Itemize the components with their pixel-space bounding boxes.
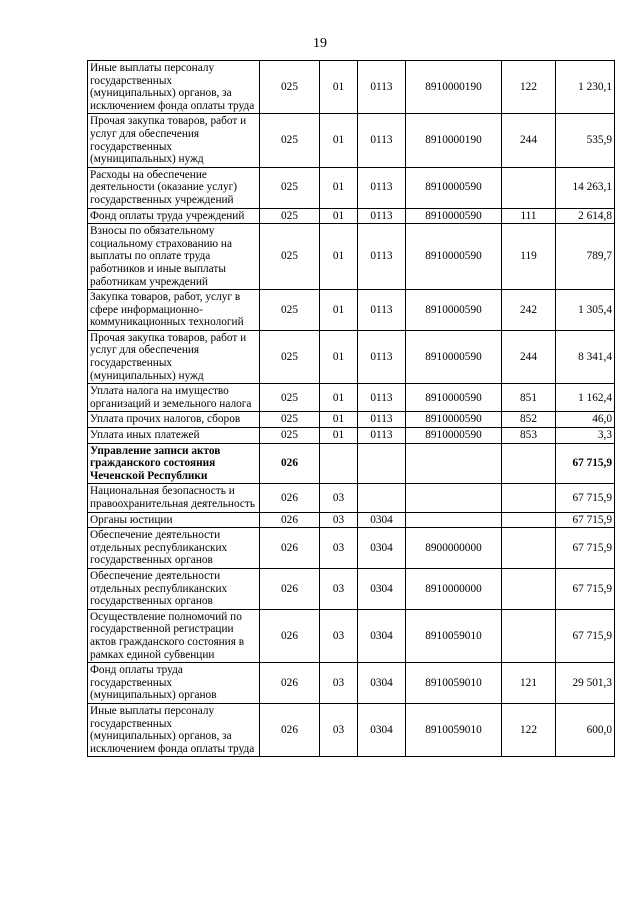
table-row — [88, 609, 615, 662]
table-row — [88, 330, 615, 383]
cell-ministry-code: 025 — [260, 114, 320, 167]
cell-ministry-code: 025 — [260, 167, 320, 208]
table-row — [88, 412, 615, 428]
cell-section: 03 — [320, 663, 358, 704]
cell-subsection — [358, 484, 406, 512]
cell-ministry-code: 025 — [260, 384, 320, 412]
cell-target-article — [406, 484, 502, 512]
cell-target-article: 8910000590 — [406, 428, 502, 444]
cell-subsection: 0113 — [358, 384, 406, 412]
cell-section: 03 — [320, 528, 358, 569]
cell-expense-type: 244 — [502, 330, 556, 383]
cell-subsection: 0113 — [358, 61, 406, 114]
cell-section: 01 — [320, 384, 358, 412]
cell-ministry-code: 026 — [260, 443, 320, 484]
cell-section: 01 — [320, 428, 358, 444]
cell-expense-type — [502, 528, 556, 569]
cell-subsection: 0304 — [358, 512, 406, 528]
cell-name: Иные выплаты персоналу государственных (муниципальных) органов, за исключением фонда оплаты труда — [88, 61, 260, 114]
cell-target-article: 8910000190 — [406, 114, 502, 167]
cell-expense-type — [502, 512, 556, 528]
cell-section: 01 — [320, 114, 358, 167]
cell-amount: 1 230,1 — [556, 61, 615, 114]
cell-section: 03 — [320, 609, 358, 662]
cell-ministry-code: 025 — [260, 208, 320, 224]
cell-subsection: 0113 — [358, 114, 406, 167]
cell-expense-type: 852 — [502, 412, 556, 428]
cell-name: Уплата налога на имущество организаций и земельного налога — [88, 384, 260, 412]
cell-target-article — [406, 443, 502, 484]
cell-target-article: 8910000590 — [406, 412, 502, 428]
cell-amount: 67 715,9 — [556, 528, 615, 569]
cell-expense-type — [502, 609, 556, 662]
cell-expense-type — [502, 443, 556, 484]
cell-section: 03 — [320, 512, 358, 528]
cell-name: Закупка товаров, работ, услуг в сфере информационно-коммуникационных технологий — [88, 290, 260, 331]
cell-ministry-code: 025 — [260, 290, 320, 331]
cell-expense-type: 111 — [502, 208, 556, 224]
cell-amount: 67 715,9 — [556, 484, 615, 512]
cell-name: Фонд оплаты труда учреждений — [88, 208, 260, 224]
table-row — [88, 384, 615, 412]
cell-name: Уплата прочих налогов, сборов — [88, 412, 260, 428]
cell-ministry-code: 025 — [260, 428, 320, 444]
cell-expense-type: 122 — [502, 703, 556, 756]
cell-subsection: 0113 — [358, 428, 406, 444]
cell-ministry-code: 025 — [260, 61, 320, 114]
cell-section: 01 — [320, 330, 358, 383]
cell-amount: 67 715,9 — [556, 443, 615, 484]
table-row — [88, 224, 615, 290]
cell-name: Прочая закупка товаров, работ и услуг для обеспечения государственных (муниципальных) нужд — [88, 330, 260, 383]
cell-ministry-code: 025 — [260, 330, 320, 383]
table-row — [88, 208, 615, 224]
cell-amount: 46,0 — [556, 412, 615, 428]
cell-expense-type: 122 — [502, 61, 556, 114]
cell-name: Обеспечение деятельности отдельных республиканских государственных органов — [88, 528, 260, 569]
cell-subsection — [358, 443, 406, 484]
cell-subsection: 0113 — [358, 412, 406, 428]
cell-ministry-code: 026 — [260, 568, 320, 609]
cell-expense-type: 244 — [502, 114, 556, 167]
table-row — [88, 512, 615, 528]
cell-amount: 14 263,1 — [556, 167, 615, 208]
cell-name: Осуществление полномочий по государственной регистрации актов гражданского состояния в рамках единой субвенции — [88, 609, 260, 662]
cell-subsection: 0304 — [358, 609, 406, 662]
table-row — [88, 703, 615, 756]
table-row — [88, 290, 615, 331]
cell-ministry-code: 025 — [260, 224, 320, 290]
cell-name: Национальная безопасность и правоохранительная деятельность — [88, 484, 260, 512]
cell-subsection: 0113 — [358, 224, 406, 290]
cell-target-article: 8910059010 — [406, 609, 502, 662]
cell-target-article: 8910059010 — [406, 703, 502, 756]
table-row — [88, 663, 615, 704]
cell-expense-type: 121 — [502, 663, 556, 704]
cell-amount: 1 162,4 — [556, 384, 615, 412]
cell-expense-type: 851 — [502, 384, 556, 412]
table-row — [88, 114, 615, 167]
page-number: 19 — [313, 36, 327, 51]
table-row — [88, 528, 615, 569]
cell-subsection: 0113 — [358, 208, 406, 224]
cell-subsection: 0304 — [358, 528, 406, 569]
table-row — [88, 167, 615, 208]
cell-amount: 29 501,3 — [556, 663, 615, 704]
cell-subsection: 0304 — [358, 663, 406, 704]
cell-amount: 8 341,4 — [556, 330, 615, 383]
table-row — [88, 568, 615, 609]
cell-target-article: 8910000190 — [406, 61, 502, 114]
cell-ministry-code: 026 — [260, 663, 320, 704]
cell-name: Расходы на обеспечение деятельности (оказание услуг) государственных учреждений — [88, 167, 260, 208]
cell-subsection: 0113 — [358, 330, 406, 383]
cell-name: Управление записи актов гражданского состояния Чеченской Республики — [88, 443, 260, 484]
cell-amount: 600,0 — [556, 703, 615, 756]
cell-amount: 1 305,4 — [556, 290, 615, 331]
cell-amount: 67 715,9 — [556, 609, 615, 662]
cell-subsection: 0113 — [358, 167, 406, 208]
cell-target-article: 8910000590 — [406, 330, 502, 383]
cell-target-article: 8910000590 — [406, 224, 502, 290]
cell-ministry-code: 026 — [260, 528, 320, 569]
cell-expense-type — [502, 167, 556, 208]
cell-name: Иные выплаты персоналу государственных (муниципальных) органов, за исключением фонда оплаты труда — [88, 703, 260, 756]
cell-section: 01 — [320, 167, 358, 208]
cell-ministry-code: 026 — [260, 703, 320, 756]
cell-name: Взносы по обязательному социальному страхованию на выплаты по оплате труда работников и иные выплаты работникам учреждений — [88, 224, 260, 290]
cell-section: 03 — [320, 484, 358, 512]
cell-target-article — [406, 512, 502, 528]
cell-name: Обеспечение деятельности отдельных республиканских государственных органов — [88, 568, 260, 609]
cell-expense-type: 119 — [502, 224, 556, 290]
cell-section: 01 — [320, 208, 358, 224]
cell-section: 03 — [320, 568, 358, 609]
cell-amount: 535,9 — [556, 114, 615, 167]
budget-table — [87, 60, 615, 757]
cell-ministry-code: 026 — [260, 484, 320, 512]
cell-section — [320, 443, 358, 484]
cell-target-article: 8910000590 — [406, 384, 502, 412]
cell-expense-type: 242 — [502, 290, 556, 331]
cell-section: 01 — [320, 224, 358, 290]
cell-target-article: 8910059010 — [406, 663, 502, 704]
cell-section: 03 — [320, 703, 358, 756]
table-row — [88, 484, 615, 512]
cell-amount: 67 715,9 — [556, 568, 615, 609]
table-body — [88, 61, 615, 757]
cell-subsection: 0304 — [358, 703, 406, 756]
cell-name: Уплата иных платежей — [88, 428, 260, 444]
cell-subsection: 0304 — [358, 568, 406, 609]
cell-amount: 67 715,9 — [556, 512, 615, 528]
cell-section: 01 — [320, 412, 358, 428]
cell-ministry-code: 025 — [260, 412, 320, 428]
table-row — [88, 443, 615, 484]
cell-subsection: 0113 — [358, 290, 406, 331]
cell-ministry-code: 026 — [260, 609, 320, 662]
cell-target-article: 8900000000 — [406, 528, 502, 569]
table-row — [88, 428, 615, 444]
cell-expense-type — [502, 568, 556, 609]
cell-section: 01 — [320, 290, 358, 331]
cell-target-article: 8910000000 — [406, 568, 502, 609]
cell-amount: 789,7 — [556, 224, 615, 290]
table-row — [88, 61, 615, 114]
cell-section: 01 — [320, 61, 358, 114]
cell-amount: 2 614,8 — [556, 208, 615, 224]
cell-expense-type: 853 — [502, 428, 556, 444]
cell-name: Прочая закупка товаров, работ и услуг для обеспечения государственных (муниципальных) нужд — [88, 114, 260, 167]
cell-name: Фонд оплаты труда государственных (муниципальных) органов — [88, 663, 260, 704]
cell-name: Органы юстиции — [88, 512, 260, 528]
cell-target-article: 8910000590 — [406, 208, 502, 224]
cell-expense-type — [502, 484, 556, 512]
cell-target-article: 8910000590 — [406, 167, 502, 208]
cell-target-article: 8910000590 — [406, 290, 502, 331]
cell-amount: 3,3 — [556, 428, 615, 444]
cell-ministry-code: 026 — [260, 512, 320, 528]
